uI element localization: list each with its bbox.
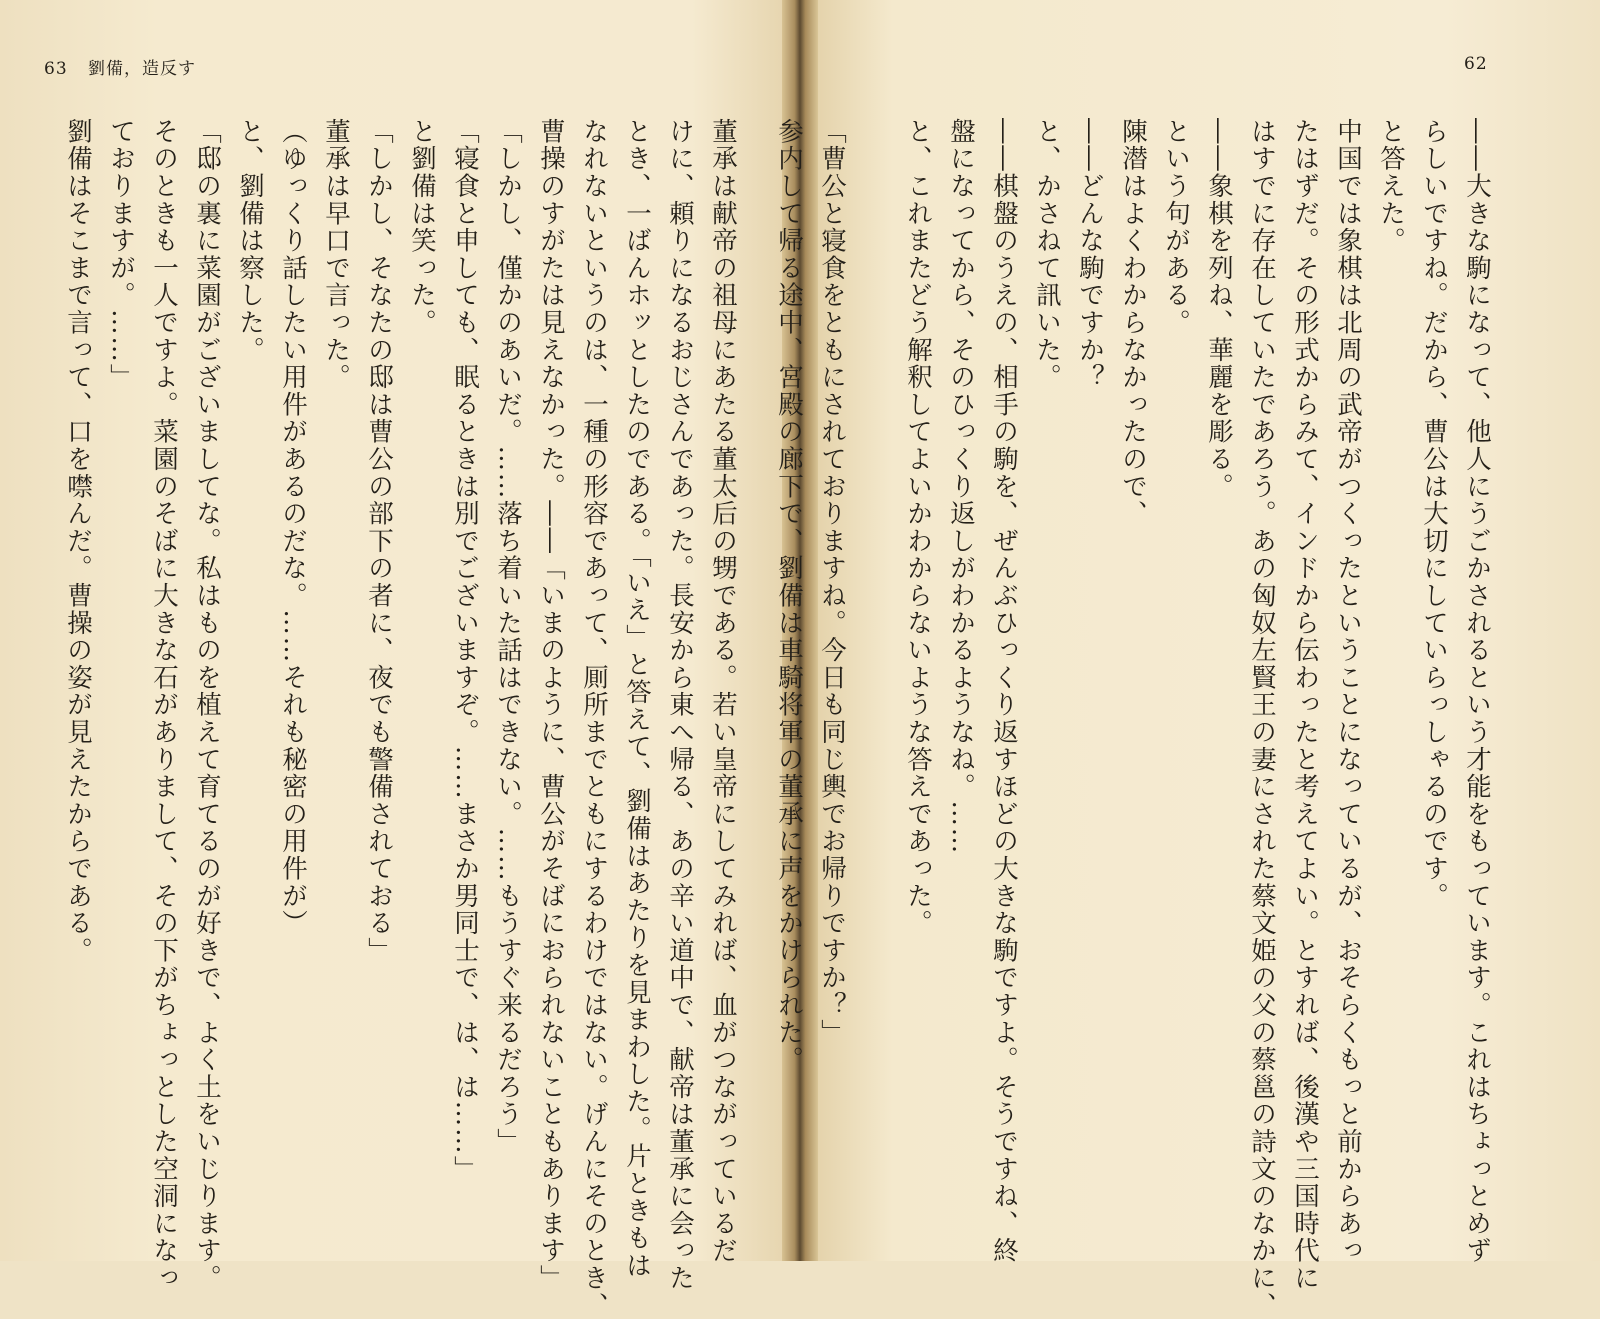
text-line: 「寝食と申しても、眠るときは別でございますぞ。……まさか男同士で、は、は……」 — [450, 118, 480, 1183]
text-line: とき、一ばんホッとしたのである。「いえ」と答えて、劉備はあたりを見まわした。片ときもは — [622, 118, 652, 1280]
right-page-number: 62 — [1464, 54, 1488, 74]
text-line: 董承は献帝の祖母にあたる董太后の甥である。若い皇帝にしてみれば、血がつながっているだ — [708, 118, 738, 1265]
blank-line — [853, 118, 896, 1233]
text-line: けに、頼りになるおじさんであった。長安から東へ帰る、あの辛い道中で、献帝は董承に会った — [665, 118, 695, 1292]
text-line: ――大きな駒になって、他人にうごかされるという才能をもっています。これはちょっとめず — [1462, 118, 1492, 1265]
text-line: と劉備は笑った。 — [407, 118, 437, 337]
text-line: 陳潜はよくわからなかったので、 — [1118, 118, 1148, 528]
text-line: （ゆっくり話したい用件があるのだな。……それも秘密の用件が） — [278, 118, 308, 937]
right-page-header — [1464, 54, 1488, 74]
left-page-number: 63 — [44, 59, 68, 79]
text-line: そのときも一人ですよ。菜園のそばに大きな石がありまして、その下がちょっとした空洞になっ — [149, 118, 179, 1292]
left-page-header — [44, 54, 196, 79]
text-line: ――象棋を列ね、華麗を彫る。 — [1204, 118, 1234, 501]
text-line: たはずだ。その形式からみて、インドから伝わったと考えてよい。とすれば、後漢や三国時代に — [1290, 118, 1320, 1292]
text-line: 盤になってから、そのひっくり返しがわかるようなね。…… — [946, 118, 976, 856]
left-page-body — [63, 118, 744, 1319]
text-line: はすでに存在していたであろう。あの匈奴左賢王の妻にされた蔡文姫の父の蔡邕の詩文のなかに、 — [1247, 118, 1277, 1319]
text-line: ――棋盤のうえの、相手の駒を、ぜんぶひっくり返すほどの大きな駒ですよ。そうですね、終 — [989, 118, 1019, 1265]
running-title: 劉備，造反す — [88, 59, 197, 79]
text-line: 曹操のすがたは見えなかった。――「いまのように、曹公がそばにおられないこともあります」 — [536, 118, 566, 1292]
right-page-body — [774, 118, 1498, 1319]
text-line: なれないというのは、一種の形容であって、厠所までともにするわけではない。げんにそのとき、 — [579, 118, 609, 1319]
text-line: 董承は早口で言った。 — [321, 118, 351, 391]
text-line: と、これまたどう解釈してよいかわからないような答えであった。 — [903, 118, 933, 937]
text-line: 「邸の裏に菜園がございましてな。私はものを植えて育てるのが好きで、よく土をいじります。 — [192, 118, 222, 1292]
text-line: と、かさねて訊いた。 — [1032, 118, 1062, 391]
text-line: と答えた。 — [1376, 118, 1406, 255]
text-line: 「曹公と寝食をともにされておりますね。今日も同じ輿でお帰りですか？」 — [817, 118, 847, 1047]
text-line: と、劉備は察した。 — [235, 118, 265, 364]
text-line: 「しかし、僅かのあいだ。……落ち着いた話はできない。……もうすぐ来るだろう」 — [493, 118, 523, 1156]
text-line: ――どんな駒ですか？ — [1075, 118, 1105, 391]
text-line: 「しかし、そなたの邸は曹公の部下の者に、夜でも警備されておる」 — [364, 118, 394, 965]
text-line: らしいですね。だから、曹公は大切にしていらっしゃるのです。 — [1419, 118, 1449, 910]
text-line: という句がある。 — [1161, 118, 1191, 337]
text-line: 参内して帰る途中、宮殿の廊下で、劉備は車騎将軍の董承に声をかけられた。 — [774, 118, 804, 1074]
text-line: 劉備はそこまで言って、口を噤んだ。曹操の姿が見えたからである。 — [63, 118, 93, 965]
text-line: ておりますが。……」 — [106, 118, 136, 391]
text-line: 中国では象棋は北周の武帝がつくったということになっているが、おそらくもっと前からあっ — [1333, 118, 1363, 1265]
